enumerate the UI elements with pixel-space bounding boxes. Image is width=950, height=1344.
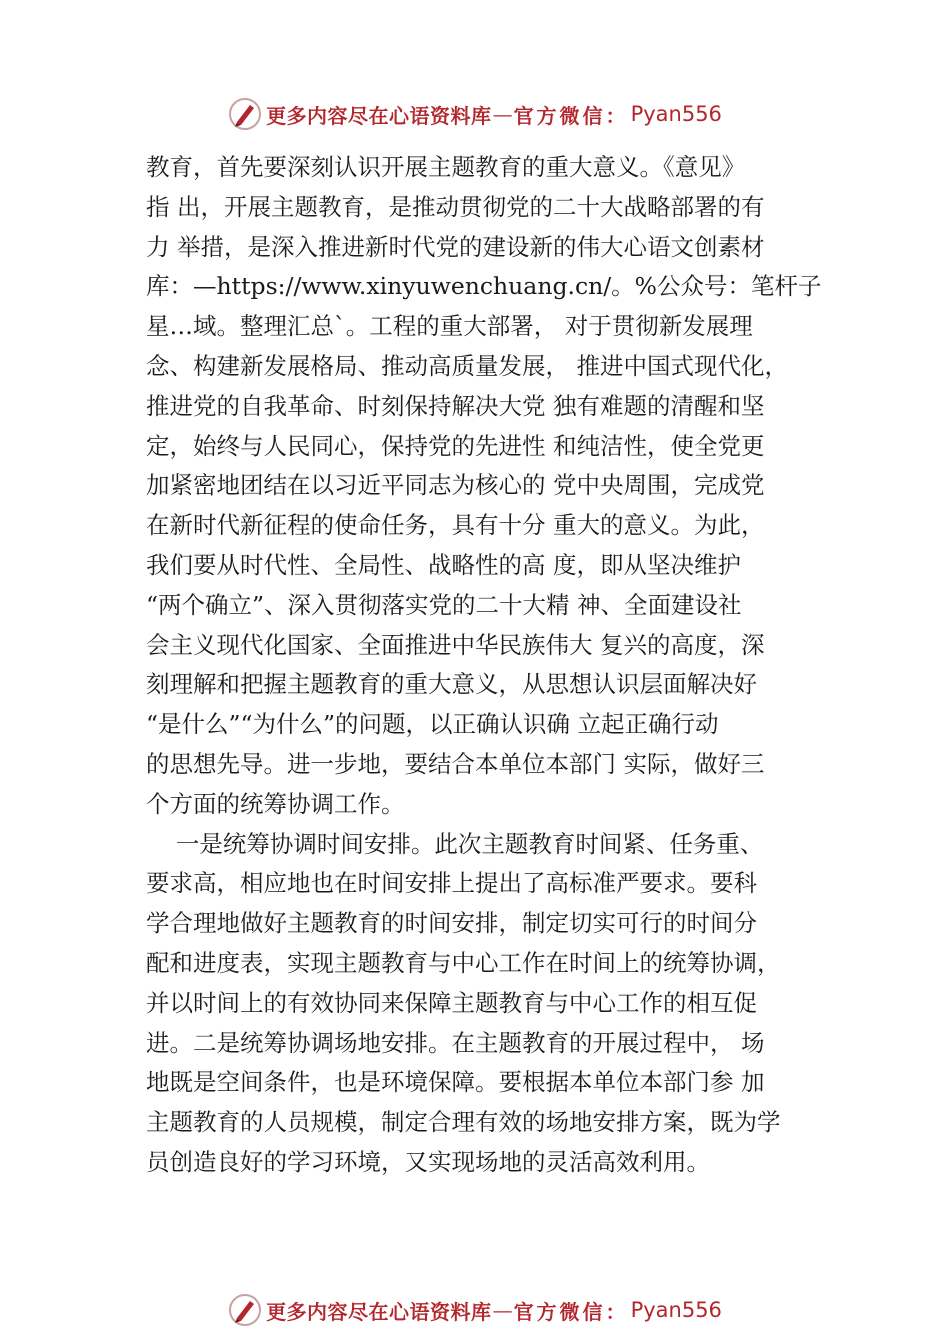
body-text [146, 148, 836, 1183]
text-line: 加紧密地团结在以习近平同志为核心的 党中央周围，完成党 [146, 471, 765, 500]
text-line: 主题教育的人员规模，制定合理有效的场地安排方案，既为学 [146, 1108, 781, 1137]
banner-wechat-id: Pyan556 [630, 102, 722, 126]
pen-logo-icon [228, 97, 262, 131]
text-line: 指 出，开展主题教育，是推动贯彻党的二十大战略部署的有 [146, 192, 765, 221]
text-line: 刻理解和把握主题教育的重大意义，从思想认识层面解决好 [146, 670, 757, 699]
text-line: 推进党的自我革命、时刻保持解决大党 独有难题的清醒和坚 [146, 391, 765, 420]
banner-wechat-id: Pyan556 [630, 1298, 722, 1322]
header-banner [0, 94, 950, 134]
banner-wechat-label: 官方微信： [513, 103, 629, 128]
text-line: 库：—https://www.xinyuwenchuang.cn/。%公众号：笔杆子 [146, 272, 822, 301]
text-line: 进。二是统筹协调场地安排。在主题教育的开展过程中， 场 [146, 1028, 765, 1057]
text-line: 个方面的统筹协调工作。 [146, 789, 405, 818]
text-line: 定，始终与人民同心，保持党的先进性 和纯洁性，使全党更 [146, 431, 765, 460]
text-line: 要求高，相应地也在时间安排上提出了高标准严要求。要科 [146, 869, 757, 898]
banner-title: 更多内容尽在心语资料库 [266, 103, 492, 128]
footer-banner [0, 1290, 950, 1330]
text-line: 我们要从时代性、全局性、战略性的高 度，即从坚决维护 [146, 550, 741, 579]
banner-dash: — [492, 1298, 513, 1322]
text-line: 员创造良好的学习环境，又实现场地的灵活高效利用。 [146, 1147, 710, 1176]
text-line: 的思想先导。进一步地，要结合本单位本部门 实际，做好三 [146, 749, 765, 778]
text-line: 力 举措，是深入推进新时代党的建设新的伟大心语文创素材 [146, 232, 765, 261]
text-line: 星…域。整理汇总`。工程的重大部署， 对于贯彻新发展理 [146, 312, 753, 341]
banner-title: 更多内容尽在心语资料库 [266, 1299, 492, 1324]
text-line: 学合理地做好主题教育的时间安排，制定切实可行的时间分 [146, 909, 757, 938]
text-line: 教育，首先要深刻认识开展主题教育的重大意义。《意见》 [146, 153, 746, 181]
text-line: 会主义现代化国家、全面推进中华民族伟大 复兴的高度，深 [146, 630, 765, 659]
text-line: 并以时间上的有效协同来保障主题教育与中心工作的相互促 [146, 988, 757, 1017]
text-line: 一是统筹协调时间安排。此次主题教育时间紧、任务重、 [146, 829, 764, 858]
text-line: “是什么”“为什么”的问题，以正确认识确 立起正确行动 [146, 710, 719, 739]
banner-wechat-label: 官方微信： [513, 1299, 629, 1324]
text-line: 在新时代新征程的使命任务，具有十分 重大的意义。为此， [146, 511, 765, 540]
banner-dash: — [492, 102, 513, 126]
text-line: 念、构建新发展格局、推动高质量发展， 推进中国式现代化， [146, 351, 788, 380]
text-line: 地既是空间条件，也是环境保障。要根据本单位本部门参 加 [146, 1068, 765, 1097]
text-line: 配和进度表，实现主题教育与中心工作在时间上的统筹协调， [146, 948, 781, 977]
pen-logo-icon [228, 1293, 262, 1327]
text-line: “两个确立”、深入贯彻落实党的二十大精 神、全面建设社 [146, 590, 742, 619]
